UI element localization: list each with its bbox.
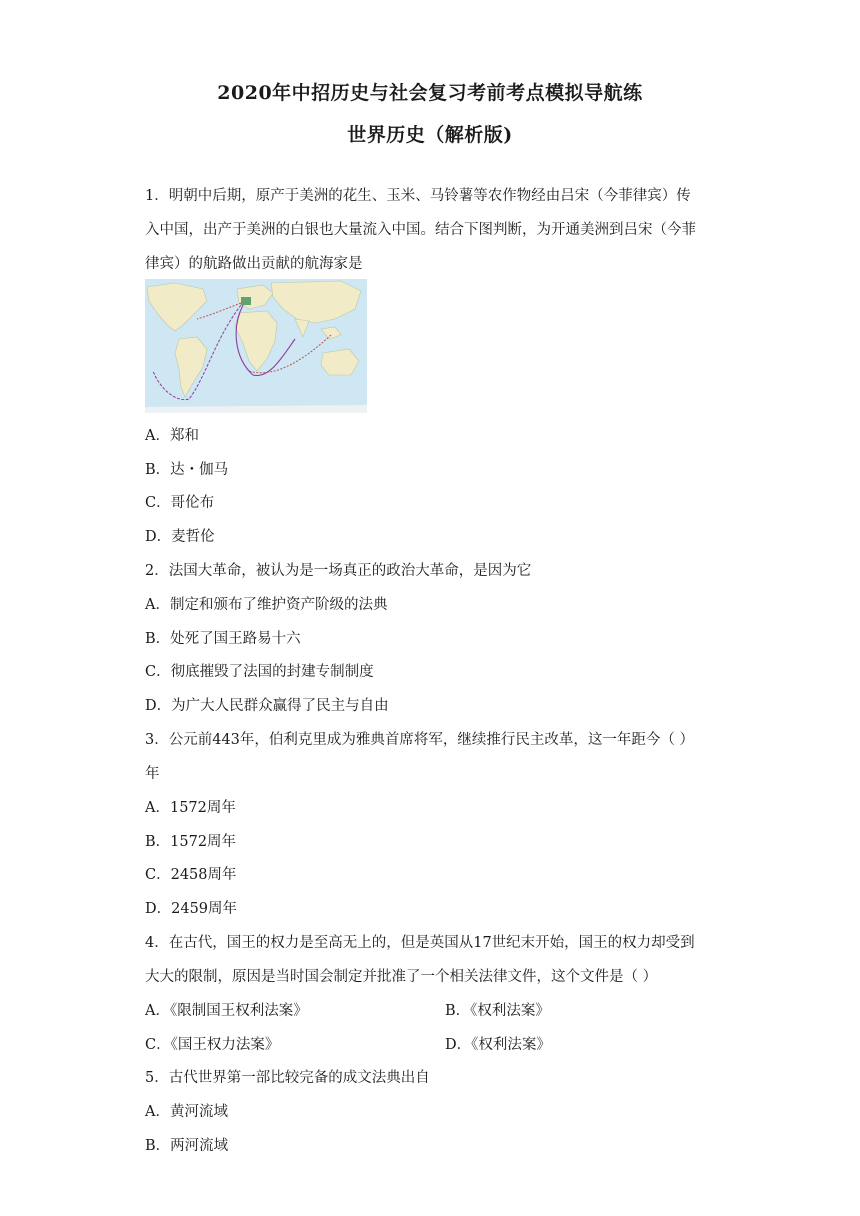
q5-stem: 5．古代世界第一部比较完备的成文法典出自: [145, 1070, 430, 1086]
q1-stem-line-1: 1．明朝中后期，原产于美洲的花生、玉米、马铃薯等农作物经由吕宋（今菲律宾）传: [145, 188, 691, 204]
voyage-routes-map: [145, 279, 367, 413]
q5-option-b: B．两河流域: [145, 1138, 229, 1154]
world-map-graphic: [145, 279, 367, 413]
q4-stem-line-2: 大大的限制，原因是当时国会制定并批准了一个相关法律文件，这个文件是（ ）: [145, 969, 658, 985]
q2-option-d: D．为广大人民群众赢得了民主与自由: [145, 698, 389, 714]
q4-option-d: D．《权利法案》: [445, 1037, 551, 1053]
document-subtitle: 世界历史（解析版): [347, 124, 513, 146]
q2-stem: 2．法国大革命，被认为是一场真正的政治大革命，是因为它: [145, 563, 532, 579]
q3-stem-line-1: 3．公元前443年，伯利克里成为雅典首席将军，继续推行民主改革，这一年距今（ ）: [145, 732, 695, 748]
document-title: 2020年中招历史与社会复习考前考点模拟导航练: [217, 82, 643, 104]
q3-option-c: C．2458周年: [145, 867, 237, 883]
q2-option-a: A．制定和颁布了维护资产阶级的法典: [145, 597, 388, 613]
q1-option-a: A．郑和: [145, 428, 199, 444]
q1-stem-line-2: 入中国，出产于美洲的白银也大量流入中国。结合下图判断，为开通美洲到吕宋（今菲: [145, 222, 696, 238]
q4-stem-line-1: 4．在古代，国王的权力是至高无上的，但是英国从17世纪末开始，国王的权力却受到: [145, 935, 695, 951]
q3-option-a: A．1572周年: [145, 800, 236, 816]
q3-stem-line-2: 年: [145, 766, 160, 782]
q4-option-a: A．《限制国王权利法案》: [145, 1003, 308, 1019]
q1-option-c: C．哥伦布: [145, 495, 215, 511]
q1-option-b: B．达・伽马: [145, 462, 229, 478]
q3-option-b: B．1572周年: [145, 834, 237, 850]
q4-option-b: B．《权利法案》: [445, 1003, 550, 1019]
q2-option-c: C．彻底摧毁了法国的封建专制制度: [145, 664, 374, 680]
q1-option-d: D．麦哲伦: [145, 529, 215, 545]
q3-option-d: D．2459周年: [145, 901, 238, 917]
q2-option-b: B．处死了国王路易十六: [145, 631, 301, 647]
q1-stem-line-3: 律宾）的航路做出贡献的航海家是: [145, 256, 363, 272]
q4-option-c: C．《国王权力法案》: [145, 1037, 280, 1053]
q5-option-a: A．黄河流域: [145, 1104, 228, 1120]
